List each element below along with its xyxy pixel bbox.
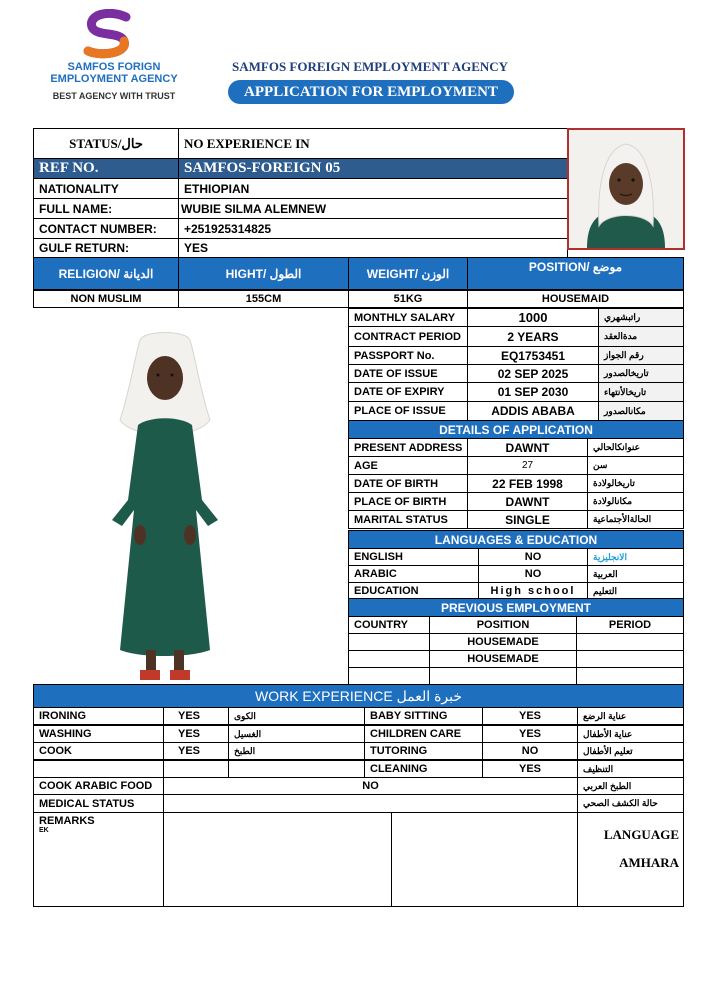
details-label: DATE OF BIRTH: [348, 474, 468, 493]
work-skill2-label: BABY SITTING: [364, 707, 483, 725]
details-value: DAWNT: [467, 492, 588, 511]
work-skill2-ar: عناية الأطفال: [577, 725, 684, 743]
work-skill-value: YES: [163, 742, 229, 760]
religion-value: NON MUSLIM: [33, 290, 179, 308]
logo-s-icon: [78, 9, 138, 59]
weight-header: WEIGHT/ الوزن: [348, 257, 468, 290]
work-skill-ar: الكوى: [228, 707, 365, 725]
previous-country: [348, 633, 430, 651]
status-label: STATUS/حال: [33, 128, 179, 159]
details-ar: مكانالولادة: [587, 492, 684, 511]
contract-value: 2 YEARS: [467, 326, 599, 347]
previous-position: HOUSEMADE: [429, 650, 577, 668]
previous-country: [348, 650, 430, 668]
language-row-ar: الانجليزية: [587, 548, 684, 566]
languages-title: LANGUAGES & EDUCATION: [348, 530, 684, 549]
remarks-field-2: [391, 812, 578, 907]
previous-title: PREVIOUS EMPLOYMENT: [348, 598, 684, 617]
agency-logo: [30, 5, 198, 105]
full-body-photo: [100, 330, 230, 686]
height-header: HIGHT/ الطول: [178, 257, 349, 290]
work-skill-label: IRONING: [33, 707, 164, 725]
previous-position: HOUSEMADE: [429, 633, 577, 651]
contract-value: EQ1753451: [467, 346, 599, 365]
details-ar: سن: [587, 456, 684, 475]
nationality-value: ETHIOPIAN: [178, 178, 568, 199]
language-row-label: EDUCATION: [348, 582, 479, 600]
medical-label: MEDICAL STATUS: [33, 794, 164, 813]
work-title: WORK EXPERIENCE خبرة العمل: [33, 684, 684, 708]
medical-value: [163, 794, 578, 813]
previous-header: PERIOD: [576, 616, 684, 634]
passport-photo: [567, 128, 685, 250]
remarks-note: EK: [39, 827, 49, 834]
work-skill2-value: YES: [482, 707, 578, 725]
remarks-box: [33, 812, 164, 907]
work-skill2-label: CLEANING: [364, 760, 483, 778]
contract-ar: رقم الجواز: [598, 346, 684, 365]
ref-label: REF NO.: [33, 158, 179, 179]
contract-ar: مكانالصدور: [598, 401, 684, 421]
previous-country: [348, 667, 430, 685]
contract-label: DATE OF EXPIRY: [348, 382, 468, 402]
work-skill-ar: [228, 760, 365, 778]
religion-header: RELIGION/ الديانة: [33, 257, 179, 290]
language-box: [577, 812, 684, 907]
fullname-value: WUBIE SILMA ALEMNEW: [178, 198, 568, 219]
contract-label: CONTRACT PERIOD: [348, 326, 468, 347]
logo-line2: EMPLOYMENT AGENCY: [50, 73, 178, 85]
work-skill-label: [33, 760, 164, 778]
work-skill2-ar: تعليم الأطفال: [577, 742, 684, 760]
details-label: MARITAL STATUS: [348, 510, 468, 529]
logo-line1: SAMFOS FORIGN: [67, 61, 161, 73]
details-label: AGE: [348, 456, 468, 475]
gulf-value: YES: [178, 238, 568, 258]
contract-ar: مدةالعقد: [598, 326, 684, 347]
nationality-label: NATIONALITY: [33, 178, 179, 199]
work-skill2-value: NO: [482, 742, 578, 760]
contract-label: PASSPORT No.: [348, 346, 468, 365]
work-skill2-label: TUTORING: [364, 742, 483, 760]
work-skill2-value: YES: [482, 760, 578, 778]
language-row-value: NO: [478, 565, 588, 583]
contract-label: MONTHLY SALARY: [348, 308, 468, 327]
form-title: APPLICATION FOR EMPLOYMENT: [228, 80, 514, 104]
details-ar: عنوانكالحالي: [587, 438, 684, 457]
contract-value: 01 SEP 2030: [467, 382, 599, 402]
medical-ar: حالة الكشف الصحي: [577, 794, 684, 813]
previous-period: [576, 667, 684, 685]
language-row-ar: العربية: [587, 565, 684, 583]
details-label: PLACE OF BIRTH: [348, 492, 468, 511]
details-value: 22 FEB 1998: [467, 474, 588, 493]
ref-value: SAMFOS-FOREIGN 05: [178, 158, 568, 179]
height-value: 155CM: [178, 290, 349, 308]
contract-ar: تاريخالأنتهاء: [598, 382, 684, 402]
work-skill-label: WASHING: [33, 725, 164, 743]
previous-position: [429, 667, 577, 685]
language-row-ar: التعليم: [587, 582, 684, 600]
cook-arabic-label: COOK ARABIC FOOD: [33, 777, 164, 795]
previous-header: POSITION: [429, 616, 577, 634]
work-skill2-value: YES: [482, 725, 578, 743]
language-row-value: High school: [478, 582, 588, 600]
cook-arabic-ar: الطبخ العربي: [577, 777, 684, 795]
remarks-field-1: [163, 812, 392, 907]
details-value: SINGLE: [467, 510, 588, 529]
contract-value: ADDIS ABABA: [467, 401, 599, 421]
language-value: AMHARA: [619, 855, 679, 870]
details-ar: الحالةالأجتماعية: [587, 510, 684, 529]
language-row-label: ENGLISH: [348, 548, 479, 566]
language-row-label: ARABIC: [348, 565, 479, 583]
contract-label: DATE OF ISSUE: [348, 364, 468, 383]
status-value: NO EXPERIENCE IN: [178, 128, 568, 159]
details-ar: تاريخالولادة: [587, 474, 684, 493]
details-value: DAWNT: [467, 438, 588, 457]
contract-value: 1000: [467, 308, 599, 327]
details-label: PRESENT ADDRESS: [348, 438, 468, 457]
work-skill2-ar: عناية الرضع: [577, 707, 684, 725]
previous-period: [576, 650, 684, 668]
fullname-label: FULL NAME:: [33, 198, 179, 219]
work-skill2-label: CHILDREN CARE: [364, 725, 483, 743]
work-skill-ar: الطبخ: [228, 742, 365, 760]
gulf-label: GULF RETURN:: [33, 238, 179, 258]
previous-header: COUNTRY: [348, 616, 430, 634]
work-skill-value: YES: [163, 725, 229, 743]
work-skill2-ar: التنظيف: [577, 760, 684, 778]
contact-label: CONTACT NUMBER:: [33, 218, 179, 239]
contract-ar: راتبشهري: [598, 308, 684, 327]
logo-tagline: BEST AGENCY WITH TRUST: [52, 91, 176, 101]
contact-value: +251925314825: [178, 218, 568, 239]
details-title: DETAILS OF APPLICATION: [348, 420, 684, 439]
remarks-label: REMARKS: [39, 815, 95, 827]
language-row-value: NO: [478, 548, 588, 566]
position-header: POSITION/ موضع: [467, 257, 684, 290]
cook-arabic-value: NO: [163, 777, 578, 795]
contract-value: 02 SEP 2025: [467, 364, 599, 383]
work-skill-value: [163, 760, 229, 778]
position-value: HOUSEMAID: [467, 290, 684, 308]
language-label: LANGUAGE: [603, 827, 679, 842]
previous-period: [576, 633, 684, 651]
contract-label: PLACE OF ISSUE: [348, 401, 468, 421]
agency-name: SAMFOS FOREIGN EMPLOYMENT AGENCY: [232, 59, 509, 74]
work-skill-ar: الغسيل: [228, 725, 365, 743]
work-skill-value: YES: [163, 707, 229, 725]
contract-ar: تاريخالصدور: [598, 364, 684, 383]
work-skill-label: COOK: [33, 742, 164, 760]
details-value: 27: [467, 456, 588, 475]
weight-value: 51KG: [348, 290, 468, 308]
